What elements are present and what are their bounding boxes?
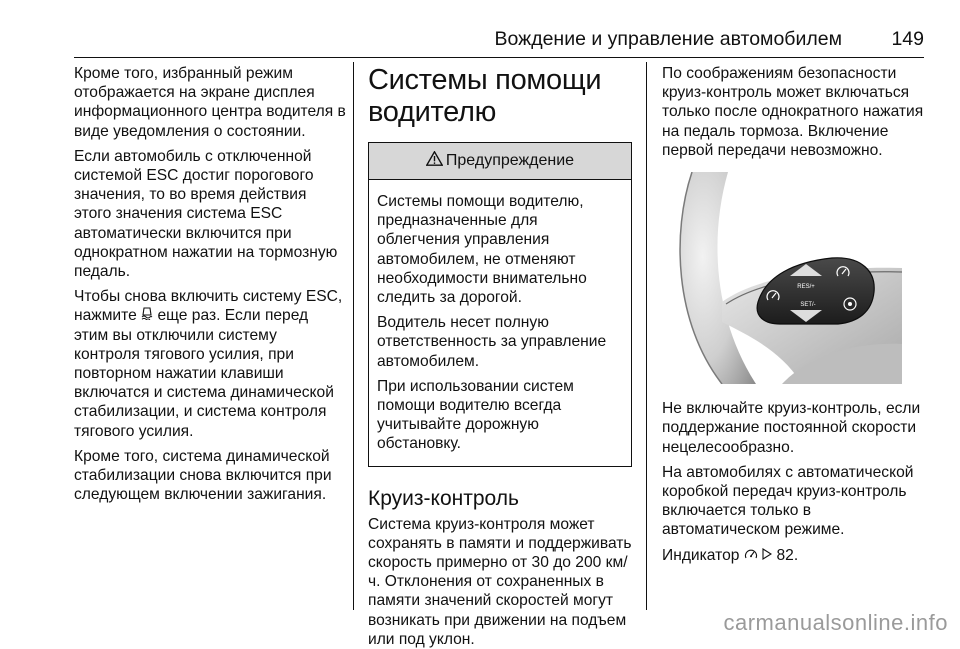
paragraph: Кроме того, избранный режим отображается на экране дисплея информационного центра водителя в виде уведомления о состоянии. — [74, 65, 346, 140]
column-middle — [368, 64, 634, 649]
warning-body — [369, 180, 631, 466]
section-heading: Системы помощи водителю — [368, 64, 602, 128]
column-divider-left — [353, 62, 354, 610]
paragraph-text: Чтобы снова включить систему ESC, нажмите — [74, 288, 343, 325]
watermark-text: carmanualsonline.info — [723, 610, 948, 635]
paragraph: Если автомобиль с отключенной системой ESC достиг порогового значения, то во время действия этого значения система ESC автоматически включится при однократном нажатии на тормозную педаль. — [74, 147, 338, 281]
warning-box — [368, 142, 632, 467]
page-reference-link[interactable]: 82. — [776, 546, 799, 564]
column-divider-right — [646, 62, 647, 610]
paragraph-text: еще раз. Если перед этим вы отключили систему контроля тягового усилия, при повторном нажатии клавиши включатся и система динамической стабилизации, и система контроля тягового усилия. — [74, 307, 334, 440]
subsection-heading: Круиз-контроль — [368, 486, 519, 510]
wheel-res-label: RES/+ — [797, 284, 815, 291]
paragraph-text: Индикатор — [662, 546, 744, 564]
esc-off-icon — [141, 306, 153, 325]
page-header-title: Вождение и управление автомобилем — [494, 28, 842, 50]
cruise-control-icon — [744, 546, 758, 565]
paragraph: Не включайте круиз-контроль, если поддержание постоянной скорости нецелесообразно. — [662, 400, 921, 456]
warning-paragraph: Системы помощи водителю, предназначенные для облегчения управления автомобилем, не отменяют необходимости внимательно следить за дорогой. — [377, 193, 587, 307]
paragraph — [74, 287, 346, 441]
paragraph: На автомобилях с автоматической коробкой передач круиз-контроль включается только в автоматическом режиме. — [662, 463, 914, 539]
column-right — [662, 64, 928, 571]
page-number: 149 — [891, 28, 924, 50]
warning-title: Предупреждение — [445, 152, 575, 170]
wheel-set-label: SET/- — [800, 302, 816, 309]
warning-paragraph: При использовании систем помощи водителю всегда учитывайте дорожную обстановку. — [377, 377, 574, 453]
warning-paragraph: Водитель несет полную ответственность за управление автомобилем. — [377, 314, 607, 370]
steering-wheel-image — [662, 172, 928, 389]
page-reference-arrow-icon[interactable] — [762, 546, 772, 565]
paragraph: Система круиз-контроля может сохранять в памяти и поддерживать скорость примерно от 30 до 200 км/ч. Отклонения от сохраненных в памяти значений скоростей могут возникать при движении на подъем или под уклон. — [368, 515, 632, 648]
paragraph — [662, 546, 928, 565]
column-left — [74, 64, 346, 510]
warning-header — [369, 143, 631, 180]
paragraph: Кроме того, система динамической стабилизации снова включится при следующем включении зажигания. — [74, 447, 332, 504]
header-rule — [74, 57, 924, 58]
paragraph: По соображениям безопасности круиз-контроль может включаться только после однократного нажатия на педаль тормоза. Включение первой передачи невозможно. — [662, 65, 924, 159]
warning-triangle-icon — [426, 151, 443, 170]
page-header — [74, 27, 924, 57]
